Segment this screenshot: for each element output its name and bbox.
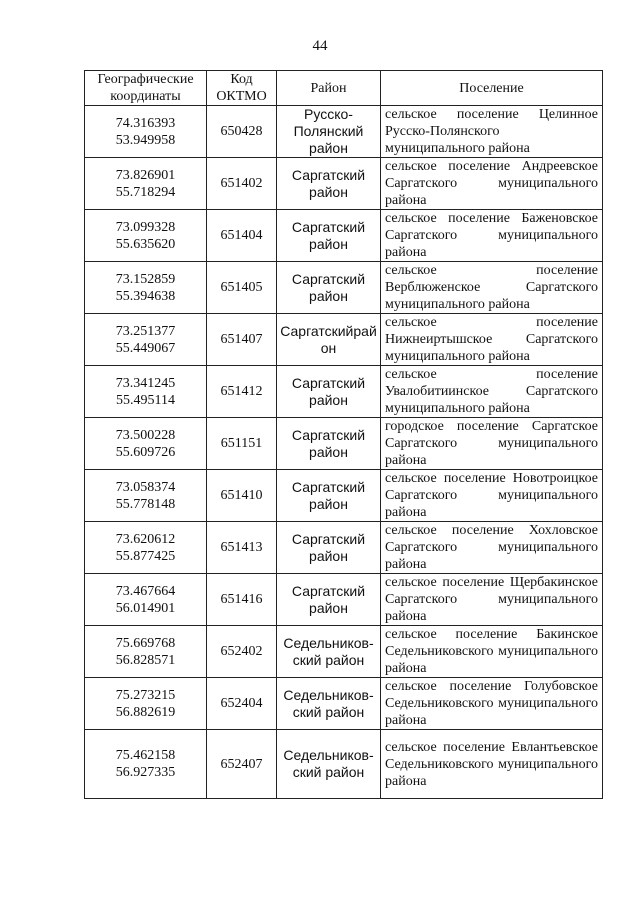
- longitude: 73.251377: [115, 323, 176, 339]
- oktmo-code: 652407: [207, 730, 277, 799]
- table-row: [85, 626, 603, 678]
- table-row: [85, 366, 603, 418]
- table-row: [85, 574, 603, 626]
- page-number: 44: [312, 38, 328, 54]
- settlement-name: сельское поселение Новотроицкое Саргатского муниципального района: [381, 470, 603, 522]
- coordinates-cell: [85, 366, 207, 418]
- settlement-name: сельское поселение Верблюженское Саргатского муниципального района: [381, 262, 603, 314]
- latitude: 56.828571: [115, 652, 176, 668]
- district-name: Седельников-ский район: [277, 678, 381, 730]
- coordinates-cell: [85, 314, 207, 366]
- district-name: Саргатский район: [277, 158, 381, 210]
- table-row: [85, 418, 603, 470]
- district-name: Саргатский район: [277, 366, 381, 418]
- coordinates-cell: [85, 210, 207, 262]
- oktmo-code: 651151: [207, 418, 277, 470]
- longitude: 73.152859: [115, 271, 176, 287]
- latitude: 55.495114: [116, 392, 175, 408]
- longitude: 73.058374: [115, 479, 176, 495]
- longitude: 75.462158: [115, 748, 176, 763]
- settlement-name: сельское поселение Голубовское Седельниковского муниципального района: [381, 678, 603, 730]
- latitude: 55.778148: [115, 496, 176, 512]
- latitude: 56.927335: [115, 765, 176, 780]
- coordinates-cell: [85, 626, 207, 678]
- longitude: 75.273215: [115, 687, 176, 703]
- oktmo-code: 651416: [207, 574, 277, 626]
- settlement-name: сельское поселение Баженовское Саргатского муниципального района: [381, 210, 603, 262]
- longitude: 73.500228: [115, 427, 176, 443]
- latitude: 53.949958: [115, 132, 176, 148]
- settlement-name: сельское поселение Бакинское Седельниковского муниципального района: [381, 626, 603, 678]
- oktmo-code: 651402: [207, 158, 277, 210]
- longitude: 73.467664: [115, 583, 176, 599]
- district-name: Седельников-ский район: [277, 626, 381, 678]
- oktmo-code: 651404: [207, 210, 277, 262]
- coordinates-cell: [85, 730, 207, 799]
- table-row: [85, 210, 603, 262]
- header-oktmo-code: Код ОКТМО: [207, 71, 277, 106]
- oktmo-code: 651413: [207, 522, 277, 574]
- settlement-name: сельское поселение Целинное Русско-Полянского муниципального района: [381, 106, 603, 158]
- district-name: Саргатский район: [277, 210, 381, 262]
- table-row: [85, 470, 603, 522]
- table-row: [85, 730, 603, 799]
- district-name: Саргатский район: [277, 574, 381, 626]
- table-row: [85, 678, 603, 730]
- settlement-name: городское поселение Саргатское Саргатского муниципального района: [381, 418, 603, 470]
- table-row: [85, 522, 603, 574]
- district-name: Саргатский район: [277, 262, 381, 314]
- latitude: 55.635620: [115, 236, 176, 252]
- longitude: 75.669768: [115, 635, 176, 651]
- settlement-name: сельское поселение Хохловское Саргатского муниципального района: [381, 522, 603, 574]
- longitude: 73.099328: [115, 219, 176, 235]
- settlement-name: сельское поселение Щербакинское Саргатского муниципального района: [381, 574, 603, 626]
- longitude: 73.620612: [115, 531, 176, 547]
- table-row: [85, 158, 603, 210]
- header-district: Район: [277, 71, 381, 106]
- latitude: 56.882619: [115, 704, 176, 720]
- latitude: 55.877425: [115, 548, 176, 564]
- coordinates-cell: [85, 106, 207, 158]
- district-name: Саргатский район: [277, 522, 381, 574]
- latitude: 55.394638: [115, 288, 176, 304]
- district-name: Седельников-ский район: [277, 730, 381, 799]
- latitude: 55.718294: [115, 184, 176, 200]
- latitude: 55.449067: [115, 340, 176, 356]
- settlements-table: [84, 70, 603, 799]
- table-row: [85, 262, 603, 314]
- header-coordinates: Географические координаты: [85, 71, 207, 106]
- district-name: Саргатский район: [277, 418, 381, 470]
- coordinates-cell: [85, 262, 207, 314]
- coordinates-cell: [85, 574, 207, 626]
- latitude: 55.609726: [115, 444, 176, 460]
- oktmo-code: 651410: [207, 470, 277, 522]
- district-name: Саргатский район: [277, 470, 381, 522]
- district-name: Саргатскийрайон: [277, 314, 381, 366]
- coordinates-cell: [85, 470, 207, 522]
- coordinates-cell: [85, 678, 207, 730]
- coordinates-cell: [85, 522, 207, 574]
- oktmo-code: 650428: [207, 106, 277, 158]
- table-row: [85, 106, 603, 158]
- settlement-name: сельское поселение Андреевское Саргатского муниципального района: [381, 158, 603, 210]
- oktmo-code: 651405: [207, 262, 277, 314]
- coordinates-cell: [85, 418, 207, 470]
- table-row: [85, 314, 603, 366]
- longitude: 73.826901: [115, 167, 176, 183]
- oktmo-code: 651412: [207, 366, 277, 418]
- longitude: 74.316393: [115, 115, 176, 131]
- latitude: 56.014901: [115, 600, 176, 616]
- settlement-name: сельское поселение Евлантьевское Седельниковского муниципального района: [381, 730, 603, 799]
- district-name: Русско-Полянский район: [277, 106, 381, 158]
- coordinates-cell: [85, 158, 207, 210]
- oktmo-code: 652404: [207, 678, 277, 730]
- longitude: 73.341245: [115, 375, 176, 391]
- table-header-row: [85, 71, 603, 106]
- settlement-name: сельское поселение Увалобитиинское Саргатского муниципального района: [381, 366, 603, 418]
- header-settlement: Поселение: [381, 71, 603, 106]
- settlement-name: сельское поселение Нижнеиртышское Саргатского муниципального района: [381, 314, 603, 366]
- oktmo-code: 651407: [207, 314, 277, 366]
- oktmo-code: 652402: [207, 626, 277, 678]
